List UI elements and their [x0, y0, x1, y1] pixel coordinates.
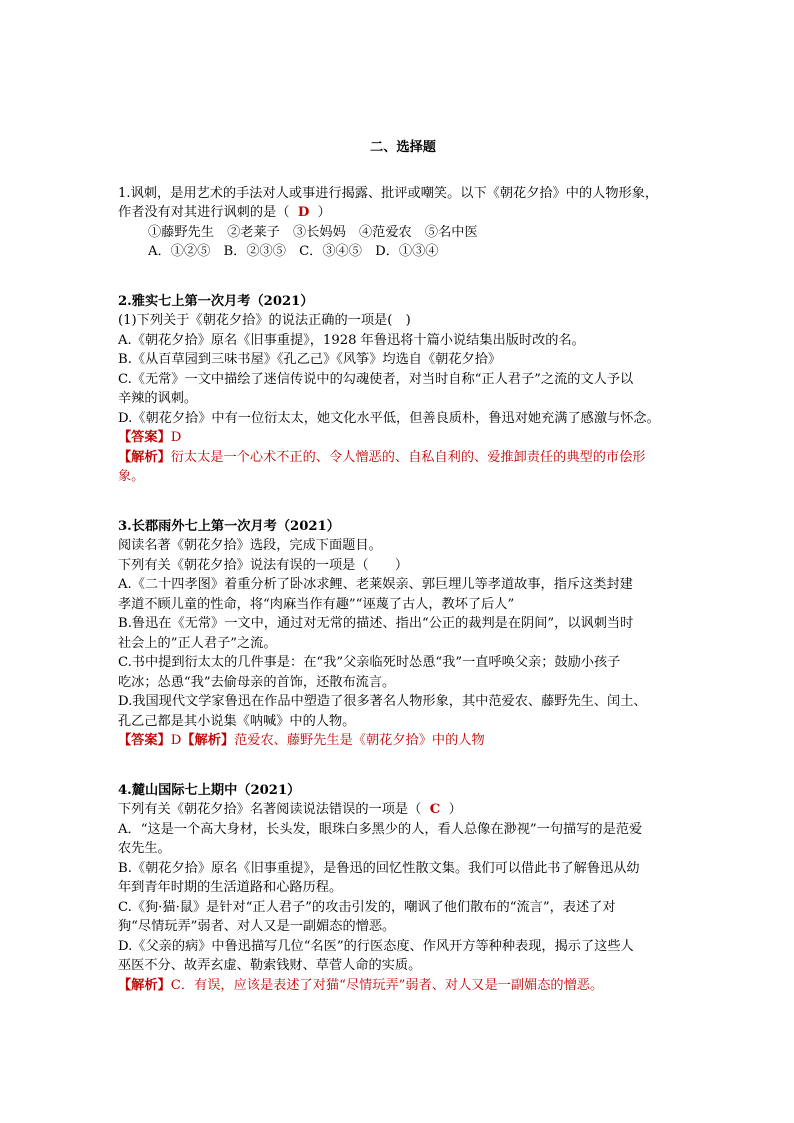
q4-stem-text: 下列有关《朝花夕拾》名著阅读说法错误的一项是（ [118, 802, 422, 817]
q2-title: 2.雅实七上第一次月考（2021） [118, 293, 314, 309]
q4-option-a-line2: 农先生。 [118, 841, 171, 856]
q4-answer-letter: C [429, 802, 441, 817]
q3-option-b-line2: 社会上的”正人君子”之流。 [118, 635, 277, 651]
q2-answer: D [170, 430, 182, 445]
q4-title: 4.麓山国际七上期中（2021） [118, 782, 301, 798]
q2-option-c-line1: C.《无常》一文中描绘了迷信传说中的勾魂使者，对当时自称“正人君子”之流的文人予以 [118, 371, 634, 387]
q3-answer-tag: 【答案】 [118, 733, 171, 748]
q4-analysis-line [118, 976, 688, 996]
q3-analysis-tag: 【解析】 [181, 733, 235, 748]
q2-analysis-line1 [118, 448, 688, 468]
q2-stem: (1)下列关于《朝花夕拾》的说法正确的一项是( ) [118, 313, 411, 328]
q4-option-b-line1: B.《朝花夕拾》原名《旧事重提》，是鲁迅的回忆性散文集。我们可以借此书了解鲁迅从幼 [118, 860, 640, 876]
question-4 [118, 781, 688, 996]
q1-stem-line1: 1.讽刺，是用艺术的手法对人或事进行揭露、批评或嘲笑。以下《朝花夕拾》中的人物形象， [118, 185, 659, 201]
q4-option-c-line1: C.《狗·猫·鼠》是针对“正人君子”的攻击引发的，嘲讽了他们散布的“流言”，表述了对 [118, 899, 616, 915]
q3-option-c-line2: 吃冰；怂恿“我”去偷母亲的首饰，还散布流言。 [118, 674, 396, 690]
q3-option-d-line2: 孔乙己都是其小说集《呐喊》中的人物。 [118, 713, 356, 729]
q4-stem [118, 800, 688, 820]
q4-analysis-text: C．有误，应该是表述了对猫“尽情玩弄”弱者、对人又是一副媚态的憎恶。 [170, 977, 604, 993]
q4-analysis-tag: 【解析】 [118, 977, 171, 993]
q3-option-a-line1: A.《二十四孝图》着重分析了卧冰求鲤、老莱娱亲、郭巨埋儿等孝道故事，指斥这类封建 [118, 577, 633, 592]
q1-items: ①藤野先生 ②老莱子 ③长妈妈 ④范爱农 ⑤名中医 [148, 224, 478, 240]
question-2 [118, 292, 688, 487]
q4-option-d-line2: 巫医不分、故弄玄虚、勒索钱财、草菅人命的实质。 [118, 958, 422, 973]
q2-answer-line [118, 428, 688, 448]
q3-answer-line [118, 731, 688, 751]
q4-option-a-line1: A．“这是一个高大身材，长头发，眼珠白多黑少的人，看人总像在渺视”一句描写的是范爱 [118, 821, 643, 837]
q3-analysis-text: 范爱农、藤野先生是《朝花夕拾》中的人物 [234, 733, 485, 748]
q3-answer: D [170, 733, 182, 748]
q3-title: 3.长郡雨外七上第一次月考（2021） [118, 518, 340, 534]
q2-option-b: B.《从百草园到三味书屋》《孔乙己》《风筝》均选自《朝花夕拾》 [118, 352, 502, 367]
q3-intro: 阅读名著《朝花夕拾》选段，完成下面题目。 [118, 538, 382, 553]
q3-option-b-line1: B.鲁迅在《无常》一文中，通过对无常的描述、指出“公正的裁判是在阴间”，以讽刺当时 [118, 616, 634, 631]
q4-option-c-line2: 狗“尽情玩弄”弱者、对人又是一副媚态的憎恶。 [118, 919, 396, 934]
q1-stem-close: ） [317, 205, 331, 220]
q2-option-c-line2: 辛辣的讽刺。 [118, 391, 198, 406]
q1-stem-line2 [118, 203, 688, 223]
q1-stem-text: 作者没有对其进行讽刺的是（ [118, 205, 290, 220]
q3-stem: 下列有关《朝花夕拾》说法有误的一项是（ ） [118, 557, 409, 573]
section-title: 二、选择题 [370, 140, 436, 155]
q4-option-d-line1: D.《父亲的病》中鲁迅描写几位“名医”的行医态度、作风开方等种种表现，揭示了这些人 [118, 938, 634, 954]
q2-option-a: A.《朝花夕拾》原名《旧事重提》，1928 年鲁迅将十篇小说结集出版时改的名。 [118, 332, 585, 348]
q2-analysis-line2: 象。 [118, 469, 145, 484]
q1-answer-letter: D [297, 205, 310, 220]
question-3 [118, 517, 688, 751]
question-1 [118, 184, 688, 262]
q4-stem-close: ） [448, 802, 462, 817]
q2-analysis-text: 衍太太是一个心术不正的、令人憎恶的、自私自利的、爱推卸责任的典型的市侩形 [170, 449, 646, 465]
q2-answer-tag: 【答案】 [118, 430, 171, 445]
document-page [118, 138, 688, 1025]
q2-option-d: D.《朝花夕拾》中有一位衍太太，她文化水平低，但善良质朴，鲁迅对她充满了感激与怀念。 [118, 410, 660, 426]
q1-options: A．①②⑤ B．②③⑤ C．③④⑤ D．①③④ [148, 244, 439, 259]
q3-option-a-line2: 孝道不顾儿童的性命，将“肉麻当作有趣”“诬蔑了古人，教坏了后人” [118, 596, 515, 612]
q3-option-d-line1: D.我国现代文学家鲁迅在作品中塑造了很多著名人物形象，其中范爱农、藤野先生、闰土、 [118, 694, 647, 709]
q3-option-c-line1: C.书中提到衍太太的几件事是：在“我”父亲临死时怂恿“我”一直呼唤父亲；鼓励小孩子 [118, 655, 621, 670]
q4-option-b-line2: 年到青年时期的生活道路和心路历程。 [118, 880, 343, 895]
q2-analysis-tag: 【解析】 [118, 449, 171, 465]
